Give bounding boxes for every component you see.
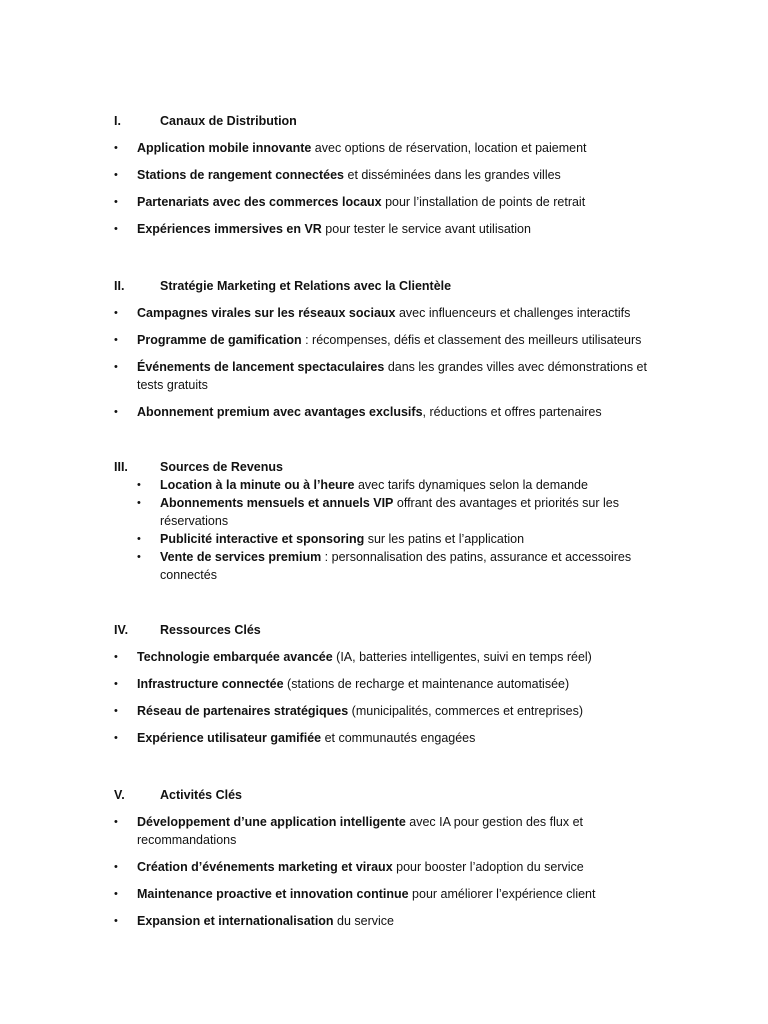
- item-bold-text: Réseau de partenaires stratégiques: [137, 704, 349, 718]
- list-item: [114, 166, 674, 184]
- list-item: [114, 139, 674, 157]
- item-text: et disséminées dans les grandes villes: [344, 168, 561, 182]
- bullet-icon: •: [114, 816, 118, 828]
- item-bold-text: Expérience utilisateur gamifiée: [137, 731, 322, 745]
- bullet-icon: •: [137, 497, 141, 509]
- list-item: [114, 331, 674, 349]
- section-ressources-cles: [114, 621, 674, 756]
- item-text: dans les grandes villes avec démonstrations et tests gratuits: [137, 360, 647, 392]
- item-bold-text: Stations de rangement connectées: [137, 168, 345, 182]
- list-item: [114, 858, 674, 876]
- bullet-icon: •: [114, 915, 118, 927]
- item-bold-text: Événements de lancement spectaculaires: [137, 360, 385, 374]
- item-bold-text: Partenariats avec des commerces locaux: [137, 195, 382, 209]
- section-heading: [114, 786, 674, 804]
- item-text: , réductions et offres partenaires: [422, 405, 602, 419]
- bullet-icon: •: [137, 479, 141, 491]
- bullet-icon: •: [114, 705, 118, 717]
- item-text: offrant des avantages et priorités sur les réservations: [160, 496, 619, 528]
- item-bold-text: Création d’événements marketing et viraux: [137, 860, 393, 874]
- item-bold-text: Maintenance proactive et innovation continue: [137, 887, 409, 901]
- section-numeral: III.: [114, 460, 128, 474]
- section-numeral: I.: [114, 114, 121, 128]
- section-strategie-marketing: [114, 277, 674, 430]
- bullet-icon: •: [114, 888, 118, 900]
- section-heading: [114, 458, 674, 476]
- section-title: Activités Clés: [160, 788, 242, 802]
- item-text: sur les patins et l’application: [364, 532, 525, 546]
- item-bold-text: Développement d’une application intelligente: [137, 815, 406, 829]
- section-sources-revenus: [114, 458, 674, 584]
- list-item: [114, 885, 674, 903]
- bullet-icon: •: [114, 307, 118, 319]
- item-text: (stations de recharge et maintenance automatisée): [283, 677, 570, 691]
- item-text: pour booster l’adoption du service: [392, 860, 584, 874]
- bullet-list: [114, 813, 674, 930]
- bullet-icon: •: [114, 678, 118, 690]
- list-item: [137, 530, 674, 548]
- bullet-icon: •: [114, 196, 118, 208]
- list-item: [114, 220, 674, 238]
- item-text: avec tarifs dynamiques selon la demande: [354, 478, 588, 492]
- bullet-icon: •: [114, 406, 118, 418]
- list-item: [114, 729, 674, 747]
- list-item: [137, 494, 674, 530]
- section-numeral: II.: [114, 279, 125, 293]
- list-item: [114, 813, 674, 849]
- section-heading: [114, 277, 674, 295]
- list-item: [114, 702, 674, 720]
- item-bold-text: Vente de services premium: [160, 550, 322, 564]
- bullet-icon: •: [114, 361, 118, 373]
- item-text: : personnalisation des patins, assurance et accessoires connectés: [160, 550, 632, 582]
- list-item: [137, 548, 674, 584]
- bullet-icon: •: [114, 169, 118, 181]
- item-text: pour tester le service avant utilisation: [321, 222, 531, 236]
- list-item: [114, 193, 674, 211]
- bullet-icon: •: [114, 651, 118, 663]
- bullet-list: [114, 139, 674, 238]
- item-bold-text: Publicité interactive et sponsoring: [160, 532, 365, 546]
- section-canaux-distribution: [114, 112, 674, 247]
- item-text: : récompenses, défis et classement des meilleurs utilisateurs: [301, 333, 642, 347]
- list-item: [114, 648, 674, 666]
- item-bold-text: Infrastructure connectée: [137, 677, 284, 691]
- item-bold-text: Expériences immersives en VR: [137, 222, 322, 236]
- section-title: Stratégie Marketing et Relations avec la Clientèle: [160, 279, 452, 293]
- bullet-icon: •: [114, 861, 118, 873]
- bullet-icon: •: [114, 334, 118, 346]
- item-bold-text: Application mobile innovante: [137, 141, 312, 155]
- bullet-icon: •: [114, 223, 118, 235]
- section-heading: [114, 112, 674, 130]
- bullet-list: [114, 304, 674, 421]
- item-text: avec IA pour gestion des flux et recommandations: [137, 815, 583, 847]
- section-title: Canaux de Distribution: [160, 114, 297, 128]
- item-text: et communautés engagées: [321, 731, 476, 745]
- item-text: (municipalités, commerces et entreprises): [348, 704, 583, 718]
- bullet-icon: •: [137, 551, 141, 563]
- item-bold-text: Abonnements mensuels et annuels VIP: [160, 496, 394, 510]
- list-item: [114, 912, 674, 930]
- list-item: [114, 358, 674, 394]
- section-title: Ressources Clés: [160, 623, 261, 637]
- item-bold-text: Expansion et internationalisation: [137, 914, 334, 928]
- item-text: du service: [333, 914, 395, 928]
- section-title: Sources de Revenus: [160, 460, 283, 474]
- item-bold-text: Campagnes virales sur les réseaux sociaux: [137, 306, 396, 320]
- bullet-icon: •: [137, 533, 141, 545]
- item-bold-text: Abonnement premium avec avantages exclusifs: [137, 405, 423, 419]
- bullet-icon: •: [114, 142, 118, 154]
- list-item: [137, 476, 674, 494]
- item-text: pour l’installation de points de retrait: [381, 195, 586, 209]
- item-bold-text: Technologie embarquée avancée: [137, 650, 333, 664]
- list-item: [114, 675, 674, 693]
- item-bold-text: Location à la minute ou à l’heure: [160, 478, 355, 492]
- list-item: [114, 403, 674, 421]
- list-item: [114, 304, 674, 322]
- item-text: (IA, batteries intelligentes, suivi en temps réel): [332, 650, 592, 664]
- section-heading: [114, 621, 674, 639]
- section-numeral: IV.: [114, 623, 129, 637]
- section-activites-cles: [114, 786, 674, 939]
- bullet-icon: •: [114, 732, 118, 744]
- section-numeral: V.: [114, 788, 125, 802]
- item-text: avec influenceurs et challenges interactifs: [395, 306, 631, 320]
- item-text: avec options de réservation, location et paiement: [311, 141, 587, 155]
- item-bold-text: Programme de gamification: [137, 333, 302, 347]
- item-text: pour améliorer l’expérience client: [408, 887, 596, 901]
- bullet-list: [114, 648, 674, 747]
- bullet-list: [137, 476, 674, 584]
